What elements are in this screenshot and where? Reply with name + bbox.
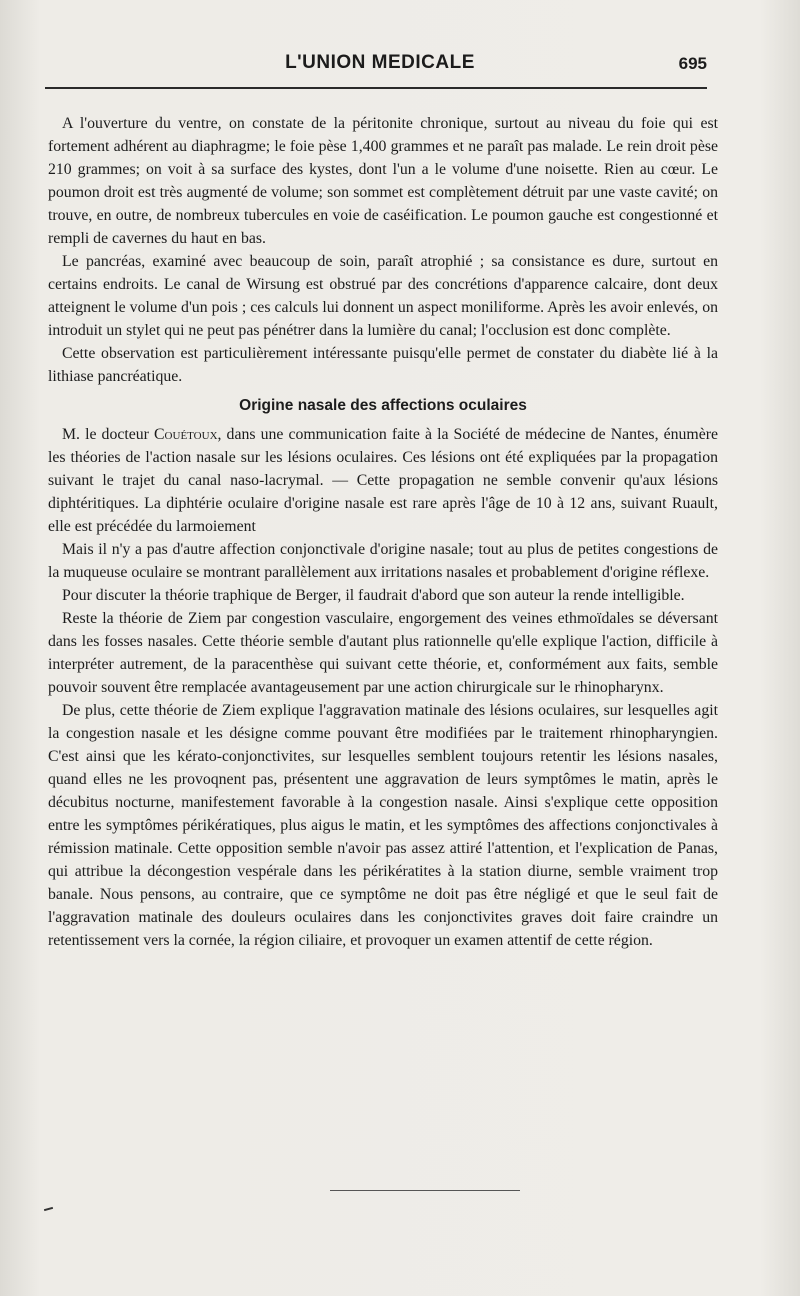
paragraph-berger: Pour discuter la théorie traphique de Berger, il faudrait d'abord que son auteur la rende intelligible. [62, 587, 685, 604]
paragraph-conjunctival: Mais il n'y a pas d'autre affection conjonctivale d'origine nasale; tout au plus de petites congestions de la muqueuse oculaire se montrant parallèlement aux irritations nasales et probablement d'origine réflexe. [48, 541, 718, 581]
section-heading: Origine nasale des affections oculaires [239, 397, 527, 414]
paragraph-couetoux-rest: , dans une communication faite à la Société de médecine de Nantes, énumère les théories de l'action nasale sur les lésions oculaires. Ces lésions ont été expliquées par la propagation suivant le trajet du canal naso-lacrymal. — Cette propagation ne semble convenir qu'aux lésions diphtéritiques. La diphtérie oculaire d'origine nasale est rare après l'âge de 10 à 12 ans, suivant Ruault, elle est précédée du larmoiement [48, 426, 718, 535]
paragraph-ziem: Reste la théorie de Ziem par congestion vasculaire, engorgement des veines ethmoïdales se déversant dans les fosses nasales. Cette théorie semble d'autant plus rationnelle qu'elle explique l'action, difficile à interpréter autrement, de la paracenthèse qui suivant cette théorie, et, conformément aux faits, semble pouvoir souvent être remplacée avantageusement par une action chirurgicale sur le rhinopharynx. [48, 610, 718, 696]
margin-mark [44, 1207, 53, 1211]
running-title: L'UNION MEDICALE [285, 52, 475, 73]
paragraph-observation: Cette observation est particulièrement intéressante puisqu'elle permet de constater du diabète lié à la lithiase pancréatique. [48, 345, 718, 385]
paragraph-couetoux-prefix: M. le docteur [62, 426, 155, 443]
page-number: 695 [678, 54, 707, 73]
paragraph-pancreas: Le pancréas, examiné avec beaucoup de soin, paraît atrophié ; sa consistance es dure, surtout en certains endroits. Le canal de Wirsung est obstrué par des concrétions d'apparence calcaire, dont deux atteignent le volume d'un pois ; ces calculs lui donnent un aspect moniliforme. Après les avoir enlevés, on introduit un stylet qui ne peut pas pénétrer dans la lumière du canal; l'occlusion est donc complète. [48, 253, 718, 339]
page-header [45, 52, 715, 82]
author-name: Couétoux [154, 426, 218, 443]
paragraph-couetoux [48, 423, 718, 538]
paragraph-aggravation: De plus, cette théorie de Ziem explique l'aggravation matinale des lésions oculaires, sur lesquelles agit la congestion nasale et les désigne comme pouvant être modifiées par le traitement rhinopharyngien. C'est ainsi que les kérato-conjonctivites, sur lesquelles semblent toujours retentir les lésions nasales, quand elles ne les provoqnent pas, présentent une aggravation de leurs symptômes le matin, après le décubitus nocturne, manifestement favorable à la congestion nasale. Ainsi s'explique cette opposition entre les symptômes périkératiques, plus aigus le matin, et les symptômes des affections conjonctivales à rémission matinale. Cette opposition semble n'avoir pas assez attiré l'attention, et l'explication de Panas, qui attribue la décongestion vespérale dans les périkératites à la station diurne, semble vraiment trop banale. Nous pensons, au contraire, que ce symptôme ne doit pas être négligé et que le seul fait de l'aggravation matinale des douleurs oculaires dans les conjonctivites graves doit faire craindre un retentissement vers la cornée, la région ciliaire, et provoquer un examen attentif de cette région. [48, 702, 718, 949]
end-rule [330, 1190, 520, 1191]
header-rule [45, 87, 707, 89]
paragraph-autopsy: A l'ouverture du ventre, on constate de la péritonite chronique, surtout au niveau du foie qui est fortement adhérent au diaphragme; le foie pèse 1,400 grammes et ne paraît pas malade. Le rein droit pèse 210 grammes; on voit à sa surface des kystes, dont l'un a le volume d'une noisette. Rien au cœur. Le poumon droit est très augmenté de volume; son sommet est complètement détruit par une vaste cavité; on trouve, en outre, de nombreux tubercules en voie de caséification. Le poumon gauche est congestionné et rempli de cavernes du haut en bas. [48, 115, 718, 247]
article-body [48, 112, 718, 952]
